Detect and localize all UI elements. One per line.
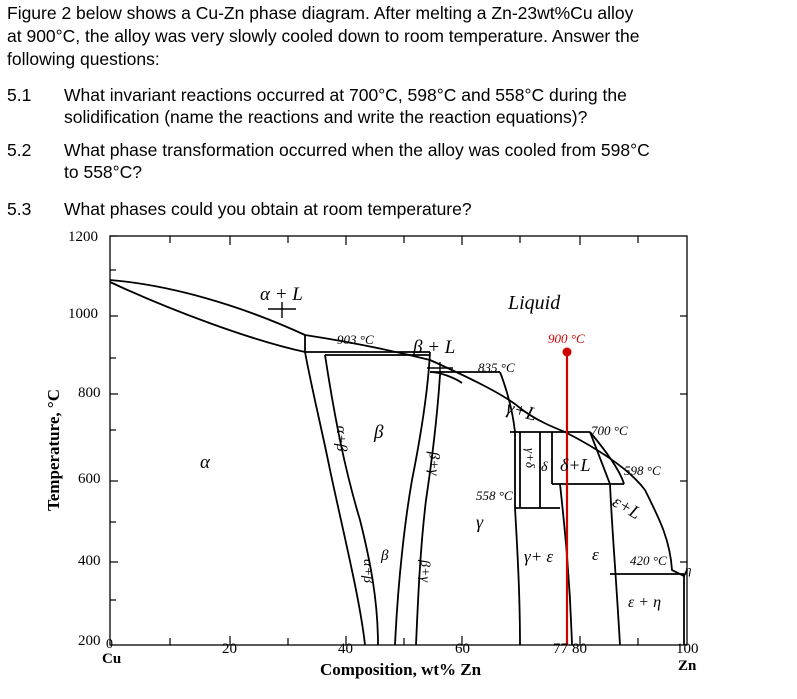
y-tick-label: 200 xyxy=(78,633,101,649)
region-label-eps-eta: ε + η xyxy=(628,594,662,611)
region-label-alpha-beta: α+β xyxy=(333,425,350,452)
intro-line-2: at 900°C, the alloy was very slowly cooled down to room temperature. Answer the xyxy=(7,26,640,46)
question-number: 5.2 xyxy=(7,140,32,160)
y-tick-label: 600 xyxy=(78,471,101,487)
intro-line-1: Figure 2 below shows a Cu-Zn phase diagram. After melting a Zn-23wt%Cu alloy xyxy=(7,3,634,23)
region-label-beta-gamma: β+γ xyxy=(425,451,442,476)
question-text: What phase transformation occurred when the alloy was cooled from 598°C xyxy=(64,140,650,160)
region-label-alpha-l: α + L xyxy=(260,284,303,305)
region-label-gamma-l: γ+L xyxy=(503,397,540,426)
region-label-gamma-delta: γ+δ xyxy=(522,448,538,468)
y-tick-label: 400 xyxy=(78,553,101,569)
y-tick-label: 1000 xyxy=(68,306,98,322)
question-text: What invariant reactions occurred at 700°C, 598°C and 558°C during the xyxy=(64,85,627,105)
x-end-label-zn: Zn xyxy=(678,658,697,674)
y-tick-label: 800 xyxy=(78,385,101,401)
x-tick-label: 77 xyxy=(553,641,568,657)
temp-label-700: 700 °C xyxy=(591,423,628,438)
region-label-gamma-eps: γ+ ε xyxy=(524,547,554,566)
x-tick-label: 0 xyxy=(106,637,113,652)
region-label-delta: δ xyxy=(541,460,548,475)
region-label-liquid: Liquid xyxy=(508,292,561,314)
region-label-beta-gamma-low: β+γ xyxy=(416,560,432,582)
question-text: solidification (name the reactions and write the reaction equations)? xyxy=(64,107,588,127)
temp-label-420: 420 °C xyxy=(630,553,667,568)
region-label-alpha: α xyxy=(200,452,210,473)
x-tick-label: 80 xyxy=(572,641,587,657)
region-label-beta-low: β xyxy=(381,548,389,564)
x-tick-label: 60 xyxy=(455,641,470,657)
x-tick-label: 40 xyxy=(338,641,353,657)
start-point-marker xyxy=(563,348,572,357)
temp-label-903: 903 °C xyxy=(337,332,374,347)
temp-label-558: 558 °C xyxy=(476,488,513,503)
x-end-label-cu: Cu xyxy=(102,651,122,667)
intro-line-3: following questions: xyxy=(7,49,160,69)
temp-label-598: 598 °C xyxy=(624,463,661,478)
region-label-eta: η xyxy=(685,562,692,577)
region-label-beta: β xyxy=(374,422,384,443)
temp-label-900: 900 °C xyxy=(548,331,585,346)
question-number: 5.1 xyxy=(7,85,32,105)
question-number: 5.3 xyxy=(7,199,32,219)
region-label-gamma: γ xyxy=(476,512,484,532)
region-label-beta-l: β + L xyxy=(413,337,456,358)
region-label-eps-l: ε+L xyxy=(609,491,645,524)
phase-boundaries xyxy=(110,280,687,645)
question-text: to 558°C? xyxy=(64,162,143,182)
region-label-alpha-beta-low: α+β xyxy=(359,559,375,583)
temp-label-835: 835 °C xyxy=(478,360,515,375)
question-text: What phases could you obtain at room temperature? xyxy=(64,199,472,219)
region-label-eps: ε xyxy=(592,545,599,564)
x-tick-label: 100 xyxy=(676,641,699,657)
region-label-delta-l: δ+L xyxy=(560,455,591,475)
y-axis-label: Temperature, °C xyxy=(44,389,63,512)
x-tick-label: 20 xyxy=(222,641,237,657)
y-tick-label: 1200 xyxy=(68,229,98,245)
x-axis-label: Composition, wt% Zn xyxy=(320,660,482,679)
